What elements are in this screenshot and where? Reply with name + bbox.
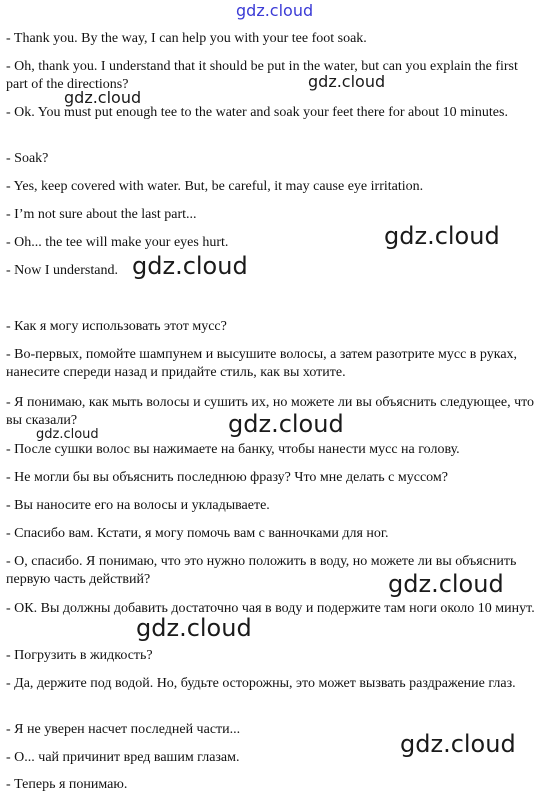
dialogue-line-ru-11: - Да, держите под водой. Но, будьте осторожны, это может вызвать раздражение глаз. bbox=[6, 676, 516, 691]
watermark: gdz.cloud bbox=[64, 88, 142, 107]
watermark: gdz.cloud bbox=[388, 570, 504, 598]
dialogue-line-en-8: - Now I understand. bbox=[6, 263, 118, 278]
dialogue-line-en-7: - Oh... the tee will make your eyes hurt. bbox=[6, 235, 229, 250]
dialogue-line-ru-10: - Погрузить в жидкость? bbox=[6, 648, 153, 663]
dialogue-line-en-4: - Soak? bbox=[6, 151, 49, 166]
dialogue-line-ru-1: - Как я могу использовать этот мусс? bbox=[6, 319, 227, 334]
dialogue-line-ru-8: - О, спасибо. Я понимаю, что это нужно положить в воду, но можете ли вы объяснить первую часть действий? bbox=[6, 554, 517, 587]
dialogue-line-en-5: - Yes, keep covered with water. But, be careful, it may cause eye irritation. bbox=[6, 179, 424, 194]
dialogue-line-en-1: - Thank you. By the way, I can help you with your tee foot soak. bbox=[6, 31, 367, 46]
watermark: gdz.cloud bbox=[384, 222, 500, 250]
dialogue-line-ru-9: - ОК. Вы должны добавить достаточно чая в воду и подержите там ноги около 10 минут. bbox=[6, 601, 535, 616]
watermark: gdz.cloud bbox=[308, 72, 386, 91]
watermark: gdz.cloud bbox=[136, 614, 252, 642]
watermark: gdz.cloud bbox=[400, 730, 516, 758]
dialogue-line-ru-13: - О... чай причинит вред вашим глазам. bbox=[6, 750, 240, 765]
dialogue-line-ru-2: - Во-первых, помойте шампунем и высушите волосы, а затем разотрите мусс в руках, нанесите спереди назад и придайте стиль, как вы хотите. bbox=[6, 347, 518, 380]
dialogue-line-ru-3: - Я понимаю, как мыть волосы и сушить их, но можете ли вы объяснить следующее, что вы сказали? bbox=[6, 395, 535, 428]
watermark: gdz.cloud bbox=[132, 252, 248, 280]
watermark: gdz.cloud bbox=[228, 410, 344, 438]
dialogue-line-ru-14: - Теперь я понимаю. bbox=[6, 777, 128, 792]
dialogue-line-ru-4: - После сушки волос вы нажимаете на банку, чтобы нанести мусс на голову. bbox=[6, 442, 460, 457]
dialogue-line-ru-7: - Спасибо вам. Кстати, я могу помочь вам с ванночками для ног. bbox=[6, 526, 389, 541]
dialogue-line-en-2: - Oh, thank you. I understand that it should be put in the water, but can you explain the first part of the directions? bbox=[6, 59, 518, 92]
dialogue-line-en-6: - I’m not sure about the last part... bbox=[6, 207, 197, 222]
dialogue-line-ru-5: - Не могли бы вы объяснить последнюю фразу? Что мне делать с муссом? bbox=[6, 470, 448, 485]
dialogue-line-ru-12: - Я не уверен насчет последней части... bbox=[6, 722, 241, 737]
dialogue-line-ru-6: - Вы наносите его на волосы и укладываете. bbox=[6, 498, 270, 513]
dialogue-line-en-3: - Ok. You must put enough tee to the water and soak your feet there for about 10 minutes. bbox=[6, 105, 508, 120]
watermark-header: gdz.cloud bbox=[236, 1, 314, 20]
watermark: gdz.cloud bbox=[36, 427, 99, 442]
